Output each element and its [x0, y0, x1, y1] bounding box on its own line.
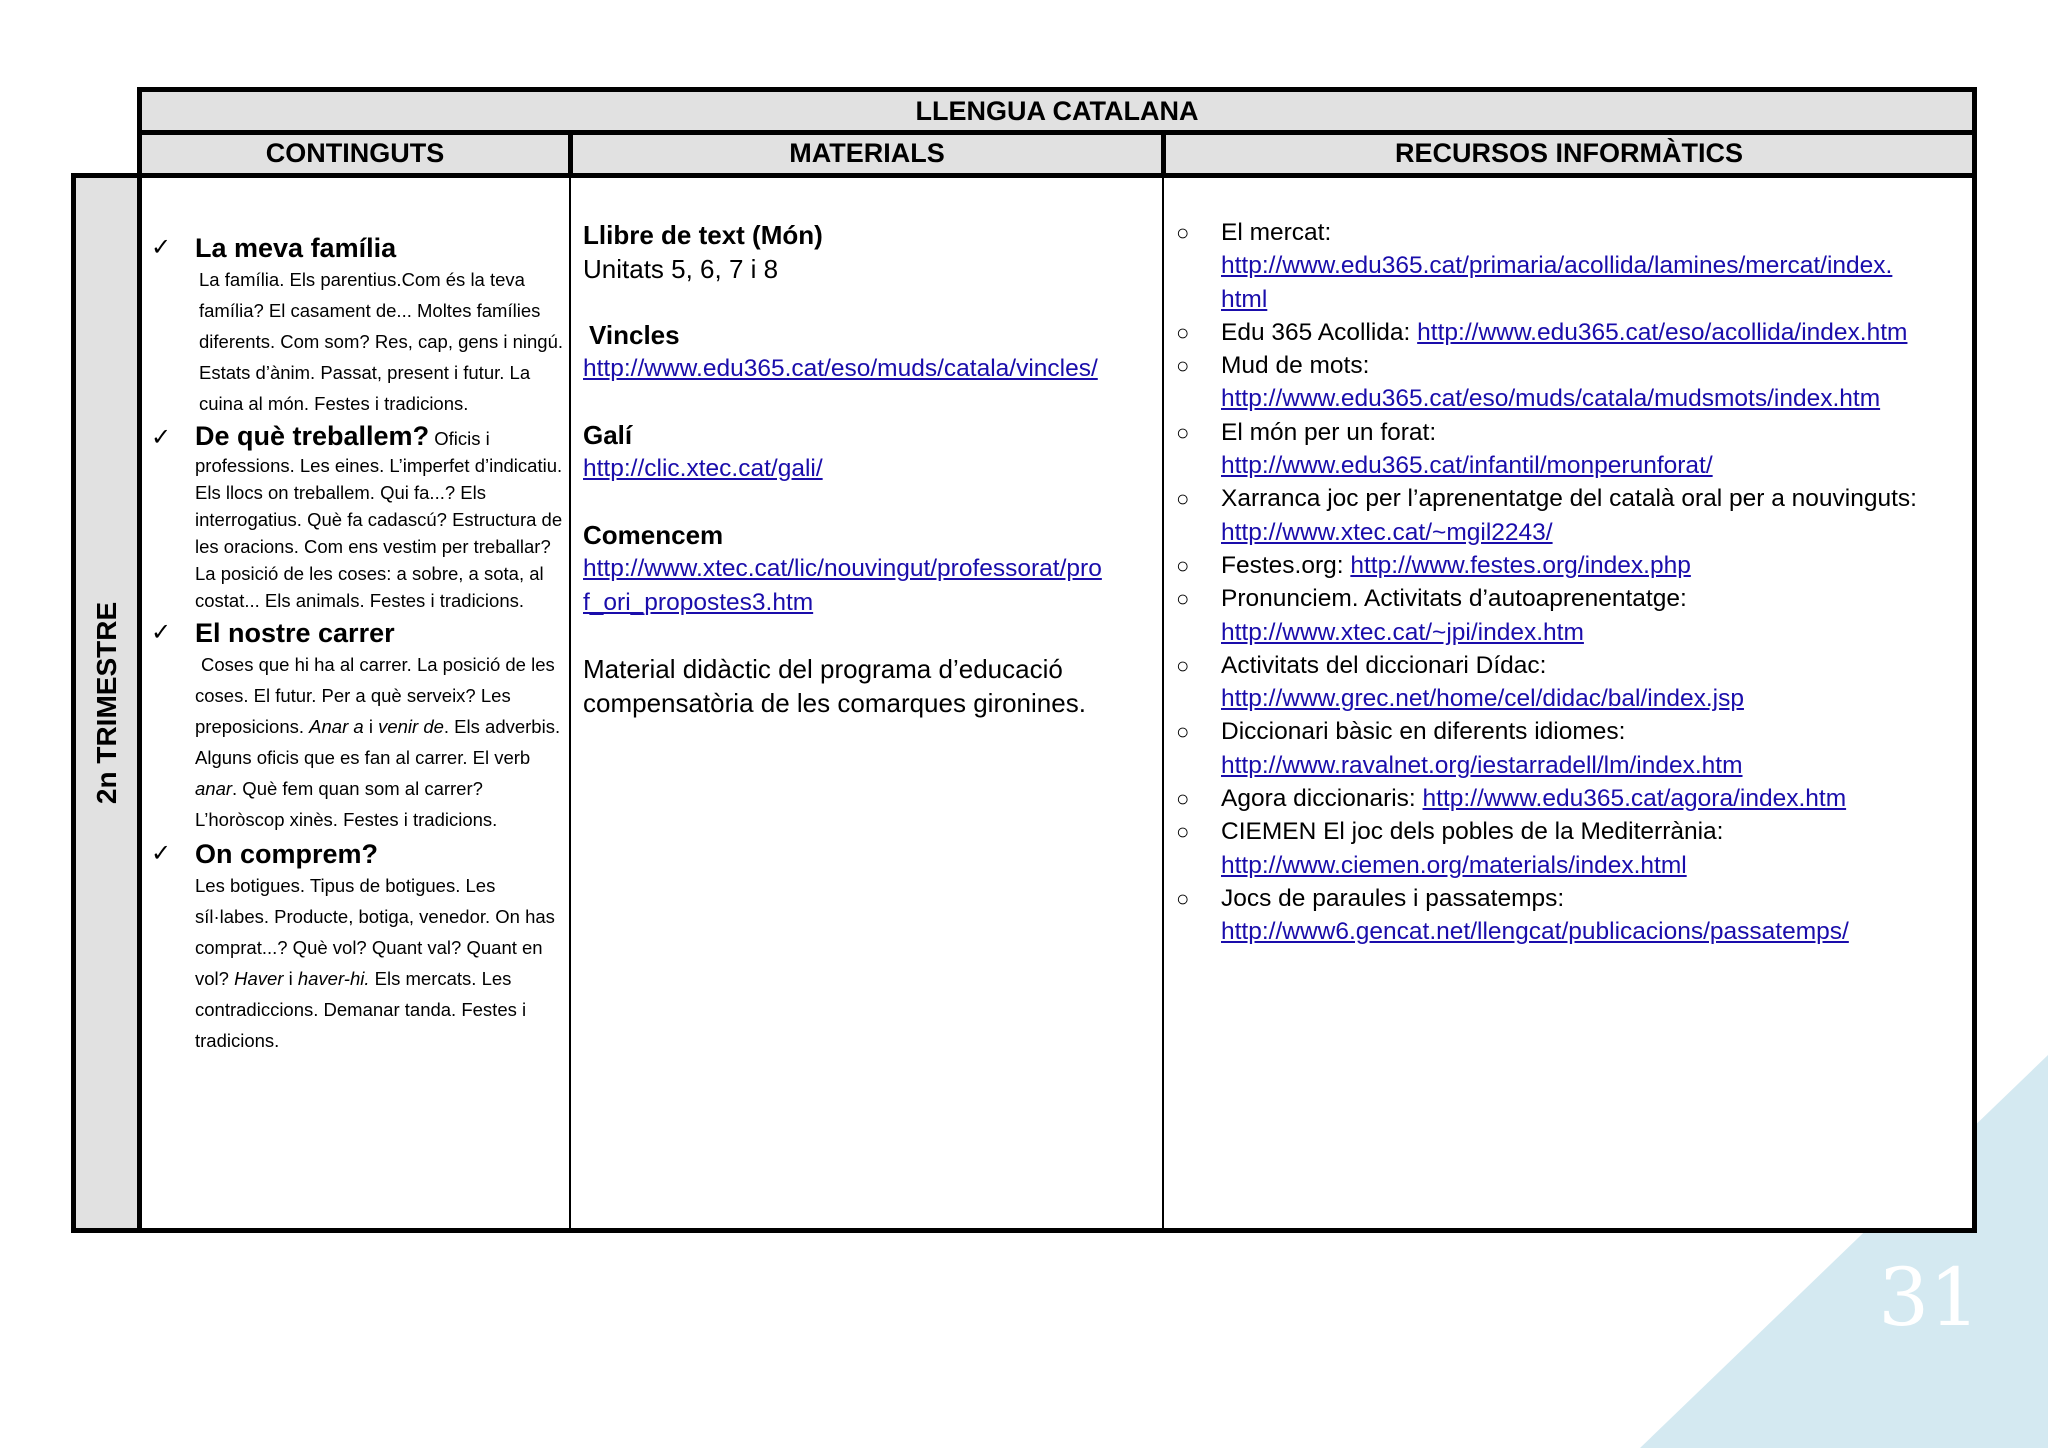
circle-bullet-icon: ○	[1176, 353, 1190, 379]
content-text-inline: Oficis i	[434, 428, 490, 449]
row-label: 2n TRIMESTRE	[90, 601, 122, 805]
circle-bullet-icon: ○	[1176, 220, 1190, 245]
recursos-cell	[1176, 178, 1966, 949]
circle-bullet-icon: ○	[1176, 319, 1190, 345]
resource-item	[1176, 815, 1966, 882]
content-item	[145, 423, 565, 614]
gali-link[interactable]: http://clic.xtec.cat/gali/	[583, 455, 823, 482]
resource-item	[1176, 649, 1966, 716]
resource-label: Xarranca joc per l’aprenentatge del català oral per a nouvinguts:	[1221, 485, 1917, 513]
content-text: . Els adverbis. Alguns oficis que es fan al carrer. El verb	[195, 716, 561, 768]
resource-label: Activitats del diccionari Dídac:	[1221, 651, 1547, 679]
resource-link[interactable]: http://www.edu365.cat/infantil/monperunforat/	[1221, 452, 1713, 480]
content-text: professions. Les eines. L’imperfet d’indicatiu. Els llocs on treballem. Qui fa...? Els interrogatius. Què fa cadascú? Estructura de les oracions. Com ens vestim per treballar? La posició de les coses: a sobre, a sota, al costat... Els animals. Festes i tradicions.	[195, 455, 563, 611]
content-text: Les botigues. Tipus de botigues. Les síl·labes. Producte, botiga, venedor. On has comprat...? Què vol? Quant val? Quant en vol?	[195, 875, 555, 989]
content-title: On comprem?	[195, 839, 379, 869]
circle-bullet-icon: ○	[1176, 552, 1190, 578]
resource-label: Diccionari bàsic en diferents idiomes:	[1221, 718, 1626, 746]
resource-link[interactable]: http://www.festes.org/index.php	[1350, 551, 1691, 579]
table-title: LLENGUA CATALANA	[137, 87, 1977, 135]
resource-link-continued[interactable]: html	[1221, 285, 1268, 313]
resource-label: El mercat:	[1221, 219, 1332, 246]
resource-link[interactable]: http://www.edu365.cat/agora/index.htm	[1422, 785, 1847, 813]
resource-link[interactable]: http://www.grec.net/home/cel/didac/bal/index.jsp	[1221, 685, 1744, 713]
checkmark-icon: ✓	[151, 233, 172, 261]
content-text: . Què fem quan som al carrer? L’horòscop xinès. Festes i tradicions.	[195, 778, 498, 830]
content-text: Els mercats. Les contradiccions. Demanar tanda. Festes i tradicions.	[195, 968, 527, 1051]
content-text: La família. Els parentius.Com és la teva família? El casament de... Moltes famílies diferents. Com som? Res, cap, gens i ningú. Estats d’ànim. Passat, present i futur. La cuina al món. Festes i tradicions.	[199, 269, 564, 414]
content-text: Coses que hi ha al carrer. La posició de les coses. El futur. Per a què serveix? Les preposicions.	[195, 654, 555, 737]
resource-item	[1176, 216, 1966, 316]
materials-cell	[583, 178, 1158, 720]
resource-label: Jocs de paraules i passatemps:	[1221, 884, 1565, 912]
vincles-title: Vincles	[589, 320, 680, 350]
resource-link[interactable]: http://www.edu365.cat/eso/muds/catala/mudsmots/index.htm	[1221, 385, 1881, 413]
resource-label: Edu 365 Acollida:	[1221, 318, 1411, 346]
content-item	[145, 839, 565, 1056]
circle-bullet-icon: ○	[1176, 885, 1190, 911]
column-divider	[569, 178, 571, 1228]
column-divider	[1162, 178, 1164, 1228]
resource-item	[1176, 882, 1966, 949]
resource-item	[1176, 316, 1966, 349]
resource-label: Festes.org:	[1221, 551, 1344, 579]
content-title: El nostre carrer	[195, 618, 395, 648]
comencem-link[interactable]: http://www.xtec.cat/lic/nouvingut/professorat/pro	[583, 555, 1102, 582]
resource-item	[1176, 349, 1966, 416]
resource-item	[1176, 715, 1966, 782]
content-text: i	[288, 968, 293, 989]
row-label-cell	[71, 173, 142, 1233]
resource-item	[1176, 416, 1966, 483]
resource-item	[1176, 582, 1966, 649]
gali-title: Galí	[583, 420, 633, 450]
content-item	[145, 618, 565, 835]
column-header-continguts: CONTINGUTS	[137, 130, 573, 178]
resource-link[interactable]: http://www.edu365.cat/eso/acollida/index.htm	[1417, 318, 1908, 346]
resource-label: Agora diccionaris:	[1221, 785, 1416, 813]
resource-link[interactable]: http://www.xtec.cat/~jpi/index.htm	[1221, 618, 1584, 646]
checkmark-icon: ✓	[151, 423, 172, 451]
circle-bullet-icon: ○	[1176, 786, 1190, 812]
content-emphasis: venir de	[378, 716, 444, 737]
circle-bullet-icon: ○	[1176, 586, 1190, 612]
column-header-recursos: RECURSOS INFORMÀTICS	[1161, 130, 1977, 178]
comencem-link-continued[interactable]: f_ori_propostes3.htm	[583, 589, 814, 616]
content-title: La meva família	[195, 233, 397, 263]
resource-label: Mud de mots:	[1221, 352, 1370, 380]
material-description: Material didàctic del programa d’educació compensatòria de les comarques gironines.	[583, 654, 1086, 718]
resource-label: Pronunciem. Activitats d’autoaprenentatge:	[1221, 585, 1687, 613]
circle-bullet-icon: ○	[1176, 819, 1190, 845]
textbook-title: Llibre de text (Món)	[583, 220, 823, 250]
circle-bullet-icon: ○	[1176, 652, 1190, 678]
resource-link[interactable]: http://www.ravalnet.org/iestarradell/lm/index.htm	[1221, 751, 1743, 779]
content-item	[145, 233, 565, 419]
circle-bullet-icon: ○	[1176, 719, 1190, 745]
resource-item	[1176, 482, 1966, 549]
resource-link[interactable]: http://www.edu365.cat/primaria/acollida/lamines/mercat/index.	[1221, 252, 1893, 280]
checkmark-icon: ✓	[151, 618, 172, 646]
resource-link[interactable]: http://www.xtec.cat/~mgil2243/	[1221, 518, 1553, 546]
resource-link[interactable]: http://www.ciemen.org/materials/index.html	[1221, 851, 1687, 879]
textbook-units: Unitats 5, 6, 7 i 8	[583, 254, 779, 284]
checkmark-icon: ✓	[151, 839, 172, 867]
vincles-link[interactable]: http://www.edu365.cat/eso/muds/catala/vincles/	[583, 355, 1098, 382]
column-header-materials: MATERIALS	[568, 130, 1166, 178]
circle-bullet-icon: ○	[1176, 486, 1190, 512]
content-emphasis: anar	[195, 778, 233, 799]
resource-item	[1176, 782, 1966, 815]
content-emphasis: haver-hi.	[297, 968, 370, 989]
content-emphasis: Anar a	[309, 716, 364, 737]
resource-label: El món per un forat:	[1221, 418, 1437, 446]
resource-link[interactable]: http://www6.gencat.net/llengcat/publicacions/passatemps/	[1221, 918, 1849, 946]
continguts-cell	[145, 178, 565, 1060]
circle-bullet-icon: ○	[1176, 419, 1190, 445]
content-emphasis: Haver	[234, 968, 284, 989]
resource-item	[1176, 549, 1966, 582]
content-title: De què treballem?	[195, 421, 430, 451]
resource-label: CIEMEN El joc dels pobles de la Mediterrània:	[1221, 818, 1724, 846]
comencem-title: Comencem	[583, 520, 724, 550]
page-number: 31	[1878, 1251, 1980, 1344]
content-text: i	[368, 716, 373, 737]
